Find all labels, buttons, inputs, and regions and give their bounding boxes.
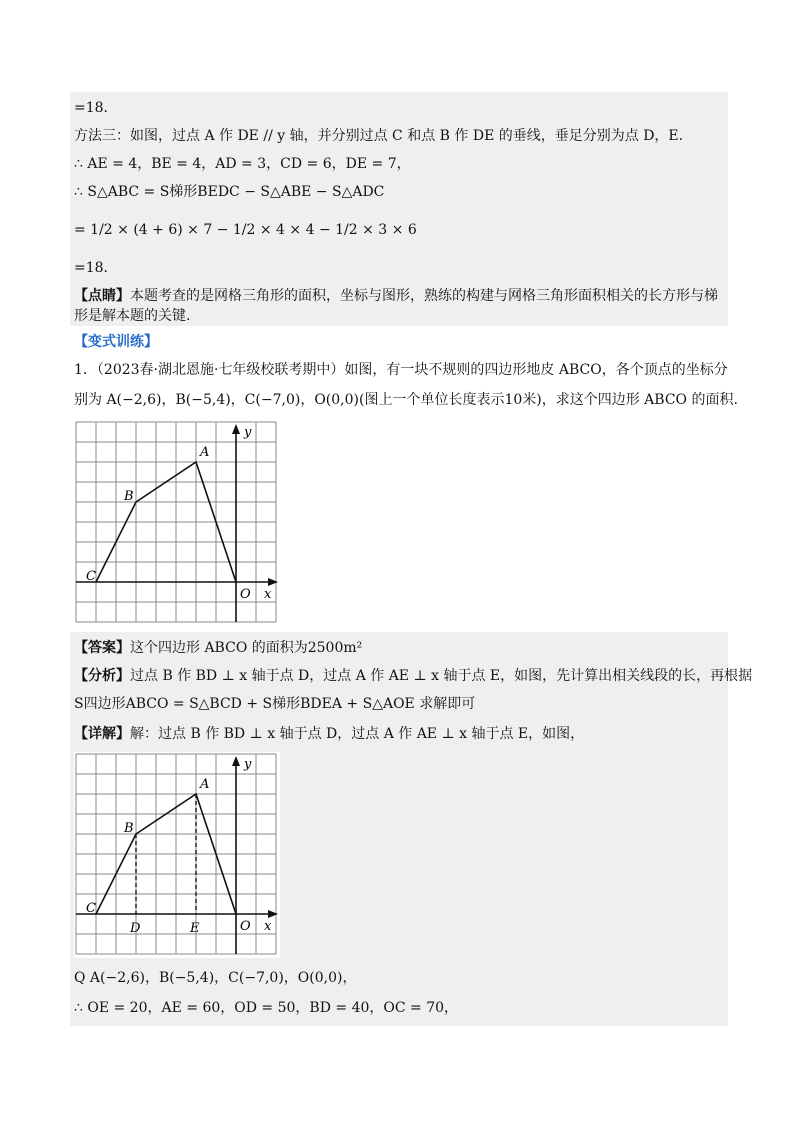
result-line-2: =18． [74,260,118,276]
label-a: A [200,777,210,792]
label-c: C [86,901,96,916]
analysis-tag: 【分析】 [74,668,130,684]
y-axis-arrow [232,756,240,766]
practice-heading: 【变式训练】 [74,334,158,350]
detail-line [74,724,584,744]
figure-2 [74,752,280,958]
problem-line-2: 别为 A(−2,6)，B(−5,4)，C(−7,0)，O(0,0)(图上一个单位长度表示10米)，求这个四边形 ABCO 的面积. [74,392,738,408]
area-formula-line: ∴ S△ABC = S梯形BEDC − S△ABE − S△ADC [74,184,385,200]
label-y: y [244,425,252,440]
detail-tag: 【详解】 [74,726,130,742]
figure-1-graph [74,420,280,626]
analysis-text: 过点 B 作 BD ⊥ x 轴于点 D，过点 A 作 AE ⊥ x 轴于点 E，如图，先计算出相关线段的长，再根据 [130,668,753,684]
solution-line-1: Q A(−2,6)，B(−5,4)，C(−7,0)，O(0,0)， [74,970,357,986]
label-a: A [200,445,210,460]
label-o: O [240,919,251,934]
result-line-1: =18． [74,100,118,116]
label-x: x [264,587,272,602]
answer-line [74,638,362,658]
comment-line-2: 形是解本题的关键. [74,308,191,324]
y-axis-arrow [232,424,240,434]
analysis-line [74,666,752,686]
label-c: C [86,569,96,584]
label-e: E [190,921,200,936]
comment-text: 本题考查的是网格三角形的面积，坐标与图形，熟练的构建与网格三角形面积相关的长方形与梯 [130,288,718,304]
detail-text: 解：过点 B 作 BD ⊥ x 轴于点 D，过点 A 作 AE ⊥ x 轴于点 E，如图， [130,726,585,742]
label-b: B [124,821,134,836]
comment-tag: 【点睛】 [74,288,130,304]
label-d: D [130,921,141,936]
figure-1 [74,420,280,626]
label-x: x [264,919,272,934]
figure-2-graph [74,752,280,958]
analysis-line-2: S四边形ABCO = S△BCD + S梯形BDEA + S△AOE 求解即可 [74,696,476,712]
solution-line-2: ∴ OE = 20，AE = 60，OD = 50，BD = 40，OC = 70， [74,1000,459,1016]
answer-text: 这个四边形 ABCO 的面积为2500m² [130,640,363,656]
answer-tag: 【答案】 [74,640,130,656]
comment-line [74,286,718,306]
label-b: B [124,489,134,504]
segment-lengths-line: ∴ AE = 4，BE = 4，AD = 3，CD = 6，DE = 7， [74,156,411,172]
area-computation-line: = 1/2 × (4 + 6) × 7 − 1/2 × 4 × 4 − 1/2 × 3 × 6 [74,222,417,238]
label-y: y [244,757,252,772]
problem-line-1: 1．（2023春·湖北恩施·七年级校联考期中）如图，有一块不规则的四边形地皮 ABCO，各个顶点的坐标分 [74,362,728,378]
method-three-line: 方法三：如图，过点 A 作 DE // y 轴，并分别过点 C 和点 B 作 DE 的垂线，垂足分别为点 D，E． [74,128,693,144]
label-o: O [240,587,251,602]
